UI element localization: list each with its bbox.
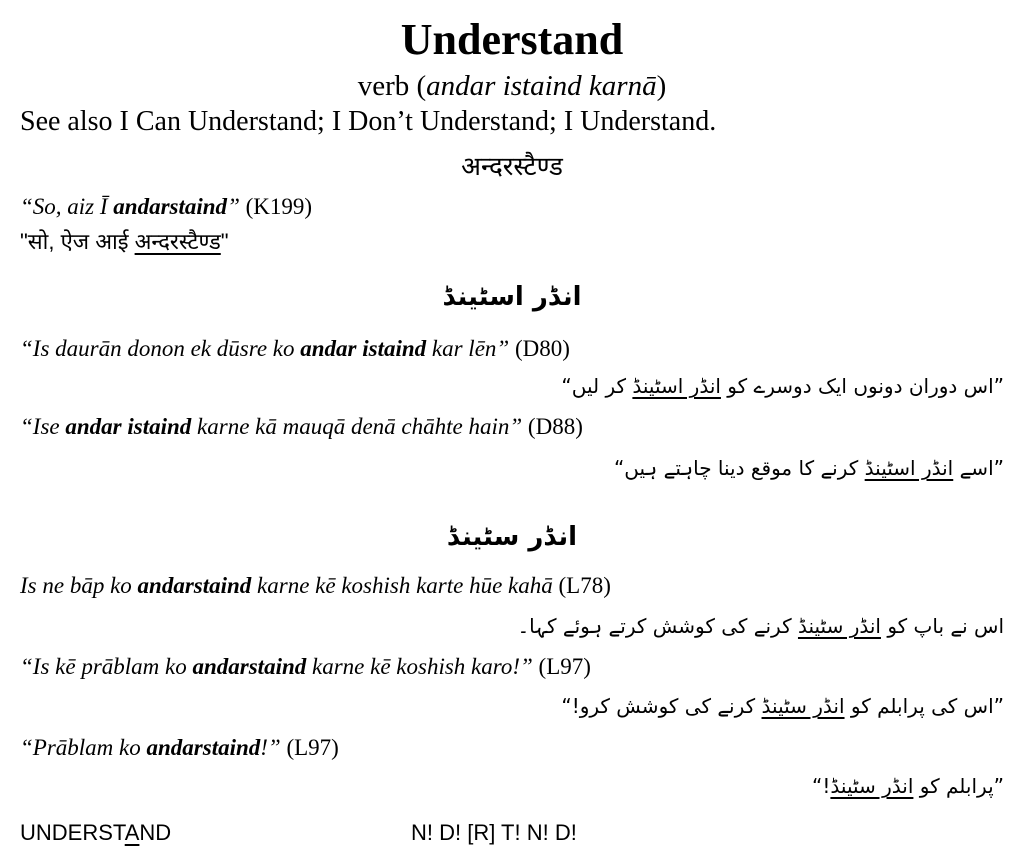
phonetic-code: UNDERSTAND: [20, 820, 172, 845]
example-quote: “So, aiz Ī andarstaind” (K199): [20, 194, 313, 219]
urdu-heading: انڈر سٹینڈ: [446, 522, 578, 552]
example-quote: Is ne bāp ko andarstaind karne kē koshish karte hūe kahā (L78): [20, 573, 611, 598]
urdu-example: ”اس دوران دونوں ایک دوسرے کو انڈر اسٹینڈ کر لیں“: [561, 374, 1004, 398]
urdu-example: اس نے باپ کو انڈر سٹینڈ کرنے کی کوشش کرتے ہوئے کہا۔: [517, 614, 1004, 638]
phonetic-breakdown: N! D! [R] T! N! D!: [411, 820, 577, 845]
urdu-example: ”پرابلم کو انڈر سٹینڈ!“: [812, 774, 1004, 798]
example-quote: “Prāblam ko andarstaind!” (L97): [20, 735, 339, 760]
urdu-heading: انڈر اسٹینڈ: [442, 282, 582, 312]
hindi-heading: अन्दरस्टैण्ड: [461, 151, 563, 181]
urdu-example: ”اس کی پرابلم کو انڈر سٹینڈ کرنے کی کوشش کرو!“: [561, 694, 1004, 718]
hindi-example: "सो, ऐज आई अन्दरस्टैण्ड": [20, 229, 229, 254]
example-quote: “Ise andar istaind karne kā mauqā denā chāhte hain” (D88): [20, 414, 583, 439]
example-quote: “Is kē prāblam ko andarstaind karne kē koshish karo!” (L97): [20, 654, 591, 679]
headword: Understand: [400, 15, 624, 64]
example-quote: “Is daurān donon ek dūsre ko andar istaind kar lēn” (D80): [20, 336, 570, 361]
part-of-speech: verb (andar istaind karnā): [357, 70, 667, 102]
see-also: See also I Can Understand; I Don’t Understand; I Understand.: [20, 106, 717, 137]
urdu-example: ”اسے انڈر اسٹینڈ کرنے کا موقع دینا چاہتے ہیں“: [613, 456, 1004, 480]
transliteration: andar istaind karnā: [426, 70, 657, 102]
